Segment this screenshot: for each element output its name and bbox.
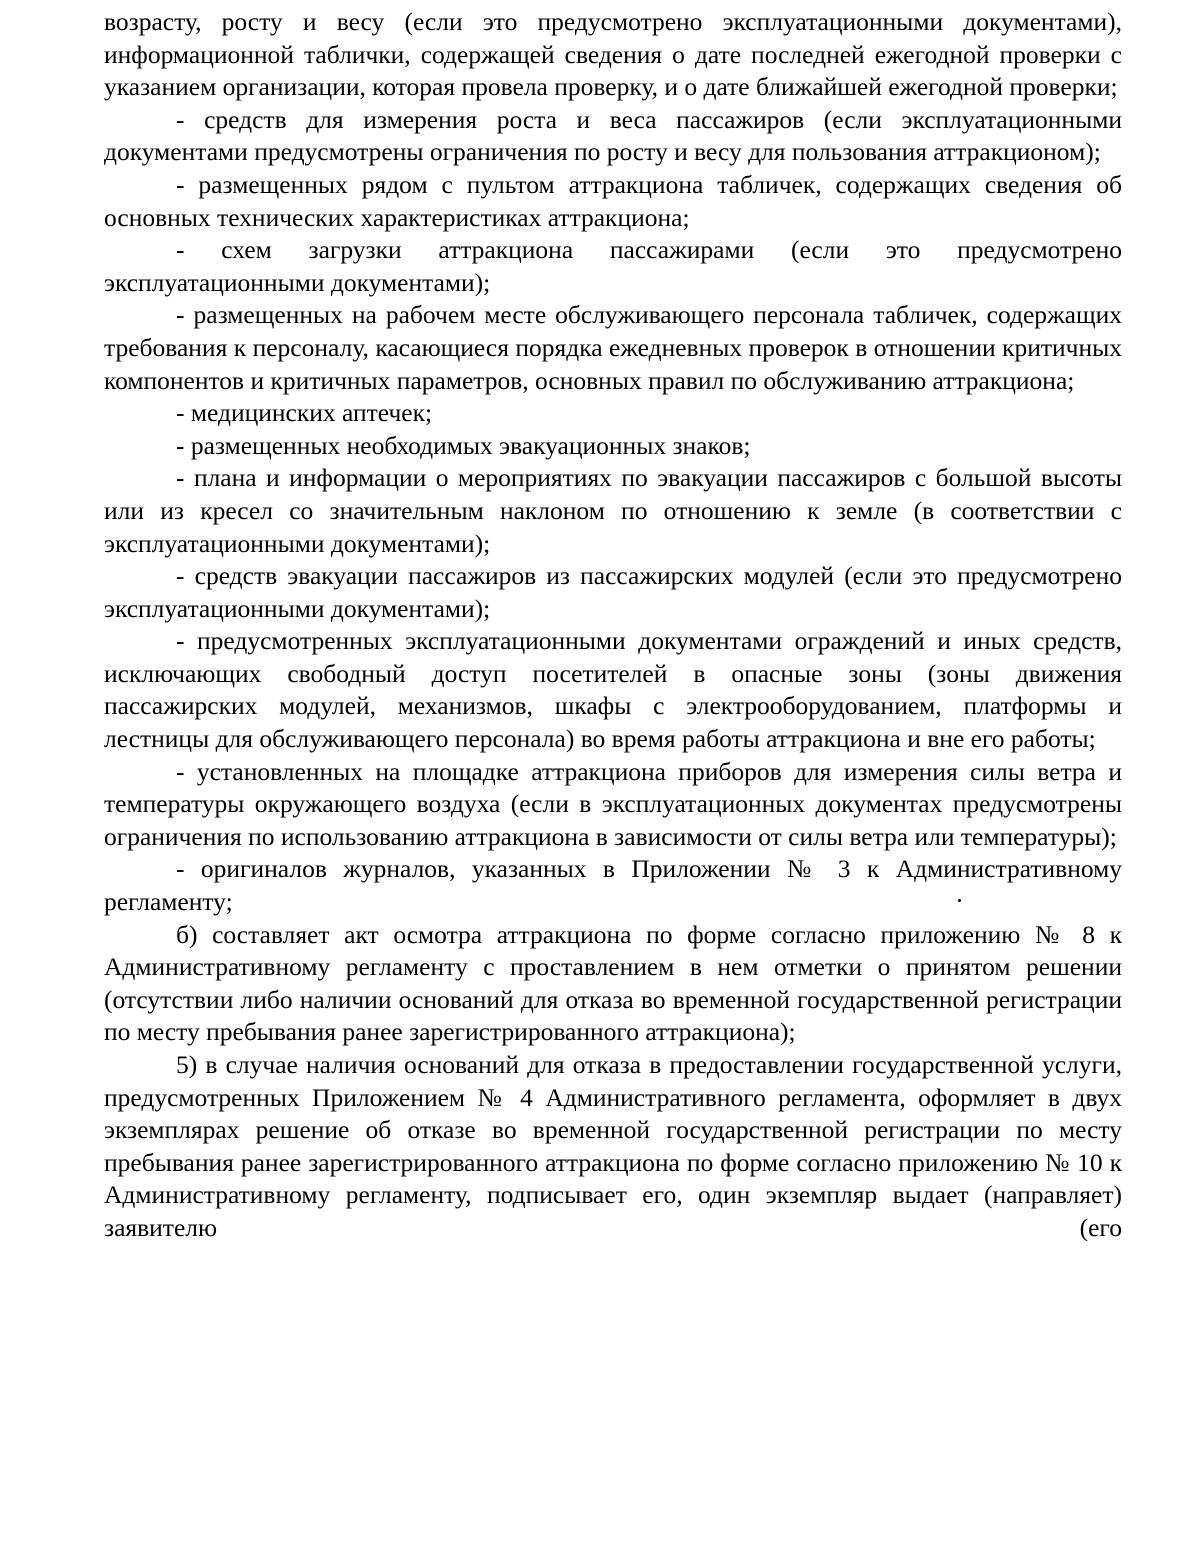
subparagraph-b-inspection-act: б) составляет акт осмотра аттракциона по форме согласно приложению № 8 к Административному регламенту с проставлением в нем отметки о принятом решении (отсутствии либо наличии оснований для отказа во временной государственной регистрации по месту пребывания ранее зарегистрированного аттракциона); bbox=[104, 919, 1122, 1047]
list-item-first-aid-kits: - медицинских аптечек; bbox=[176, 398, 433, 428]
subparagraph-5-refusal: 5) в случае наличия оснований для отказа в предоставлении государственной услуги, предусмотренных Приложением № 4 Административного регламента, оформляет в двух экземплярах решение об отказе во временной государственной регистрации по месту пребывания ранее зарегистрированного аттракциона по форме согласно приложению № 10 к Административному регламенту, подписывает его, один экземпляр выдает (направляет) заявителю (его bbox=[104, 1050, 1122, 1242]
list-item-evacuation-plan: - плана и информации о мероприятиях по эвакуации пассажиров с большой высоты или из кресел со значительным наклоном по отношению к земле (в соответствии с эксплуатационными документами); bbox=[104, 463, 1122, 558]
scan-speck bbox=[958, 899, 961, 902]
list-item-wind-temperature-devices: - установленных на площадке аттракциона приборов для измерения силы ветра и температуры окружающего воздуха (если в эксплуатационных документах предусмотрены ограничения по использованию аттракциона в зависимости от силы ветра или температуры); bbox=[104, 756, 1122, 851]
list-item-control-panel-plates: - размещенных рядом с пультом аттракциона табличек, содержащих сведения об основных технических характеристиках аттракциона; bbox=[104, 169, 1122, 232]
document-page bbox=[104, 6, 1122, 1245]
list-item-evacuation-means: - средств эвакуации пассажиров из пассажирских модулей (если это предусмотрено эксплуатационными документами); bbox=[104, 561, 1122, 623]
list-item-evacuation-signs: - размещенных необходимых эвакуационных знаков; bbox=[176, 430, 751, 460]
list-item-original-journals: - оригиналов журналов, указанных в Приложении № 3 к Административному регламенту; bbox=[104, 854, 1122, 917]
list-item-height-weight-tools: - средств для измерения роста и веса пассажиров (если эксплуатационными документами предусмотрены ограничения по росту и весу для пользования аттракционом); bbox=[104, 104, 1122, 167]
list-item-fences: - предусмотренных эксплуатационными документами ограждений и иных средств, исключающих свободный доступ посетителей в опасные зоны (зоны движения пассажирских модулей, механизмов, шкафы с электрооборудованием, платформы и лестницы для обслуживающего персонала) во время работы аттракциона и вне его работы; bbox=[104, 626, 1122, 754]
list-item-loading-schemes: - схем загрузки аттракциона пассажирами (если это предусмотрено эксплуатационными документами); bbox=[104, 235, 1122, 297]
paragraph-continuation: возрасту, росту и весу (если это предусмотрено эксплуатационными документами), информационной таблички, содержащей сведения о дате последней ежегодной проверки с указанием организации, которая провела проверку, и о дате ближайшей ежегодной проверки; bbox=[104, 7, 1122, 102]
list-item-staff-requirement-plates: - размещенных на рабочем месте обслуживающего персонала табличек, содержащих требования к персоналу, касающиеся порядка ежедневных проверок в отношении критичных компонентов и критичных параметров, основных правил по обслуживанию аттракциона; bbox=[104, 300, 1122, 395]
